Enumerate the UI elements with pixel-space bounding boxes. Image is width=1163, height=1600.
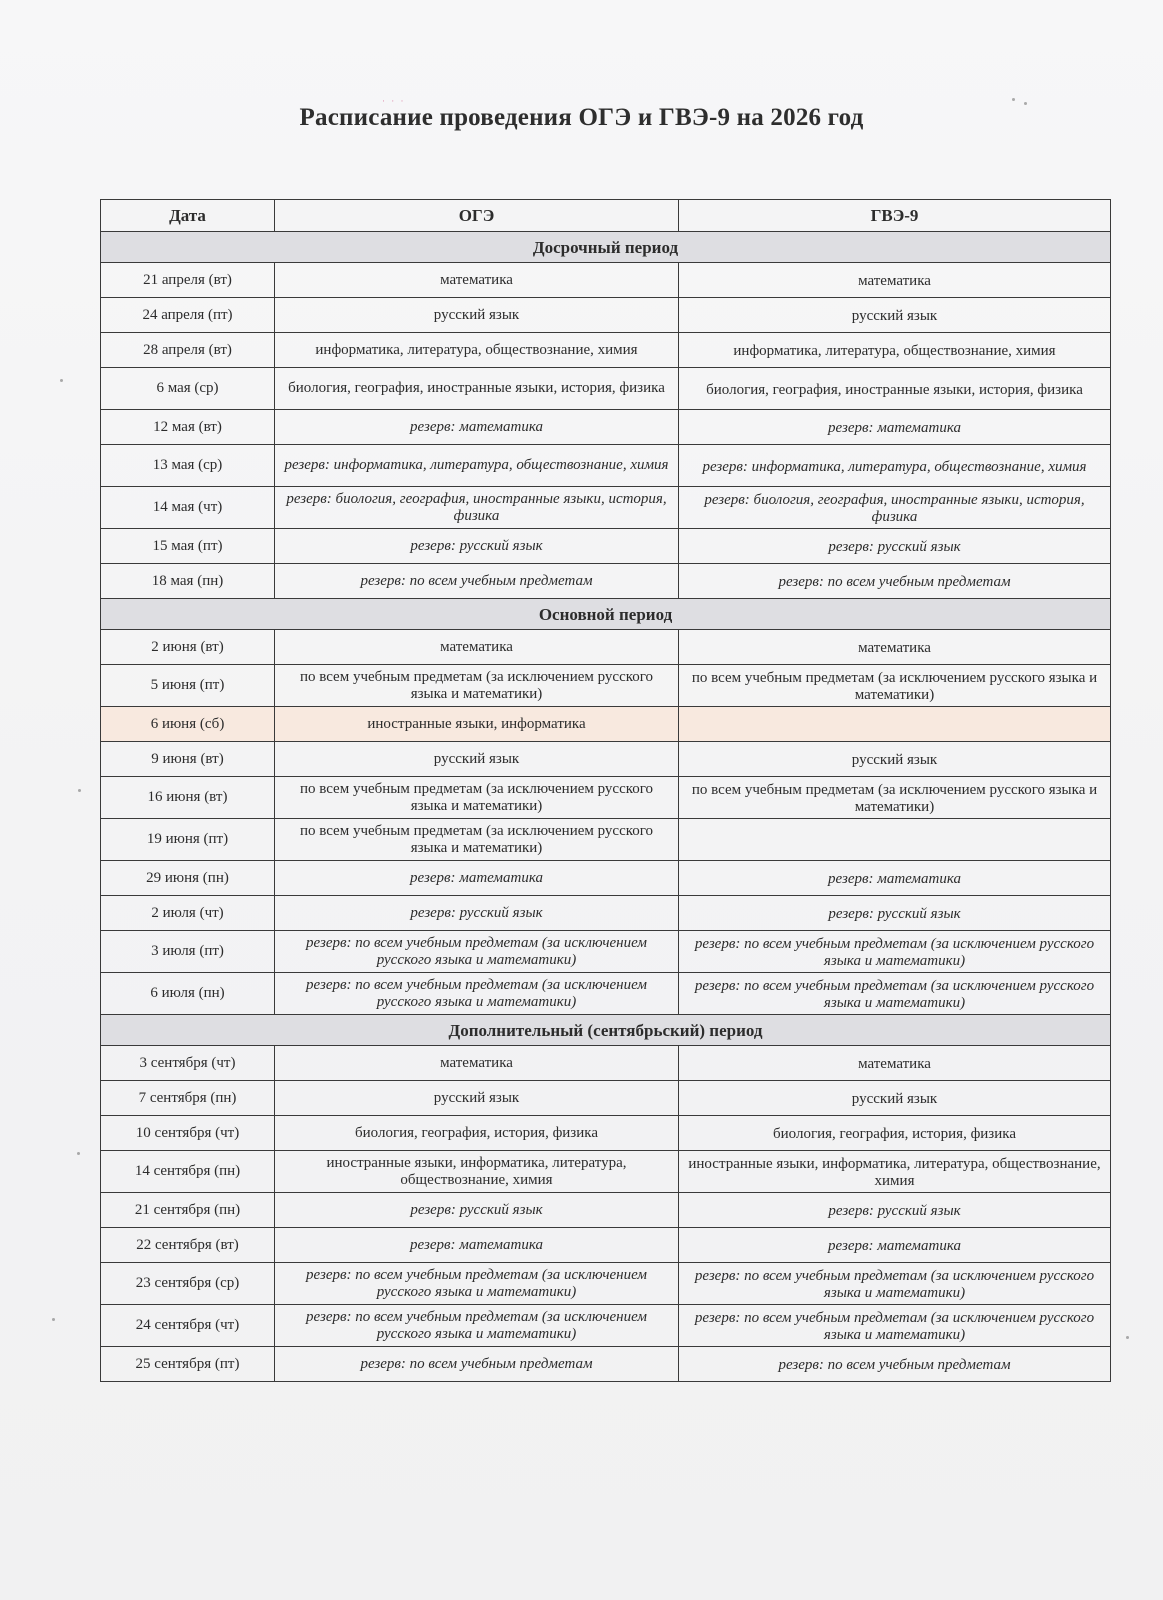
table-row <box>101 298 1111 333</box>
gve-cell: резерв: русский язык <box>679 1193 1111 1228</box>
ink-mark: · · · <box>382 96 406 106</box>
gve-cell: иностранные языки, информатика, литература, обществознание, химия <box>679 1151 1111 1193</box>
gve-cell: русский язык <box>679 1081 1111 1116</box>
table-row <box>101 861 1111 896</box>
table-row <box>101 1081 1111 1116</box>
oge-cell: резерв: по всем учебным предметам (за исключением русского языка и математики) <box>275 1263 679 1305</box>
date-cell: 24 сентября (чт) <box>101 1305 275 1347</box>
oge-cell: биология, география, иностранные языки, история, физика <box>275 368 679 410</box>
gve-cell: математика <box>679 1046 1111 1081</box>
oge-cell: резерв: математика <box>275 1228 679 1263</box>
date-cell: 24 апреля (пт) <box>101 298 275 333</box>
date-cell: 28 апреля (вт) <box>101 333 275 368</box>
gve-cell: резерв: математика <box>679 861 1111 896</box>
gve-cell: резерв: по всем учебным предметам (за исключением русского языка и математики) <box>679 931 1111 973</box>
date-cell: 12 мая (вт) <box>101 410 275 445</box>
table-row <box>101 777 1111 819</box>
table-row <box>101 1263 1111 1305</box>
scan-speck <box>1126 1336 1129 1339</box>
oge-cell: русский язык <box>275 298 679 333</box>
table-row <box>101 931 1111 973</box>
scan-speck <box>52 1318 55 1321</box>
oge-cell: резерв: по всем учебным предметам (за исключением русского языка и математики) <box>275 931 679 973</box>
gve-cell: резерв: по всем учебным предметам (за исключением русского языка и математики) <box>679 973 1111 1015</box>
oge-cell: по всем учебным предметам (за исключением русского языка и математики) <box>275 665 679 707</box>
date-cell: 19 июня (пт) <box>101 819 275 861</box>
oge-cell: резерв: биология, география, иностранные языки, история, физика <box>275 487 679 529</box>
table-row <box>101 1151 1111 1193</box>
section-header-row <box>101 232 1111 263</box>
table-row <box>101 263 1111 298</box>
date-cell: 21 сентября (пн) <box>101 1193 275 1228</box>
date-cell: 23 сентября (ср) <box>101 1263 275 1305</box>
table-row <box>101 630 1111 665</box>
oge-cell: резерв: информатика, литература, обществознание, химия <box>275 445 679 487</box>
date-cell: 14 мая (чт) <box>101 487 275 529</box>
gve-cell: информатика, литература, обществознание, химия <box>679 333 1111 368</box>
table-header-row <box>101 200 1111 232</box>
gve-cell: математика <box>679 263 1111 298</box>
oge-cell: биология, география, история, физика <box>275 1116 679 1151</box>
date-cell: 5 июня (пт) <box>101 665 275 707</box>
date-cell: 7 сентября (пн) <box>101 1081 275 1116</box>
table-row <box>101 445 1111 487</box>
oge-cell: резерв: по всем учебным предметам <box>275 1347 679 1382</box>
date-cell: 2 июня (вт) <box>101 630 275 665</box>
gve-cell: по всем учебным предметам (за исключением русского языка и математики) <box>679 665 1111 707</box>
gve-cell: русский язык <box>679 298 1111 333</box>
oge-cell: по всем учебным предметам (за исключением русского языка и математики) <box>275 819 679 861</box>
section-title: Досрочный период <box>101 232 1111 263</box>
date-cell: 13 мая (ср) <box>101 445 275 487</box>
gve-cell: математика <box>679 630 1111 665</box>
oge-cell: информатика, литература, обществознание, химия <box>275 333 679 368</box>
date-cell: 16 июня (вт) <box>101 777 275 819</box>
section-title: Основной период <box>101 599 1111 630</box>
table-row <box>101 1046 1111 1081</box>
table-row <box>101 410 1111 445</box>
oge-cell: математика <box>275 1046 679 1081</box>
date-cell: 6 июля (пн) <box>101 973 275 1015</box>
date-cell: 29 июня (пн) <box>101 861 275 896</box>
gve-cell: резерв: биология, география, иностранные языки, история, физика <box>679 487 1111 529</box>
table-row <box>101 1116 1111 1151</box>
gve-cell: резерв: русский язык <box>679 896 1111 931</box>
table-row <box>101 1305 1111 1347</box>
table-row <box>101 564 1111 599</box>
date-cell: 3 сентября (чт) <box>101 1046 275 1081</box>
scan-speck <box>78 789 81 792</box>
oge-cell: резерв: по всем учебным предметам (за исключением русского языка и математики) <box>275 973 679 1015</box>
table-row <box>101 742 1111 777</box>
table-row <box>101 487 1111 529</box>
gve-cell: резерв: математика <box>679 410 1111 445</box>
gve-cell <box>679 707 1111 742</box>
gve-cell <box>679 819 1111 861</box>
table-row <box>101 707 1111 742</box>
gve-cell: русский язык <box>679 742 1111 777</box>
scan-speck <box>77 1152 80 1155</box>
oge-cell: по всем учебным предметам (за исключением русского языка и математики) <box>275 777 679 819</box>
table-row <box>101 819 1111 861</box>
table-row <box>101 368 1111 410</box>
gve-cell: резерв: по всем учебным предметам <box>679 1347 1111 1382</box>
oge-cell: резерв: по всем учебным предметам <box>275 564 679 599</box>
oge-cell: резерв: русский язык <box>275 896 679 931</box>
oge-cell: математика <box>275 630 679 665</box>
oge-cell: иностранные языки, информатика <box>275 707 679 742</box>
exam-schedule-table <box>100 199 1111 1382</box>
table-row <box>101 1347 1111 1382</box>
table-row <box>101 333 1111 368</box>
oge-cell: резерв: математика <box>275 410 679 445</box>
date-cell: 10 сентября (чт) <box>101 1116 275 1151</box>
section-title: Дополнительный (сентябрьский) период <box>101 1015 1111 1046</box>
oge-cell: иностранные языки, информатика, литература, обществознание, химия <box>275 1151 679 1193</box>
date-cell: 2 июля (чт) <box>101 896 275 931</box>
oge-cell: математика <box>275 263 679 298</box>
date-cell: 6 июня (сб) <box>101 707 275 742</box>
oge-cell: резерв: по всем учебным предметам (за исключением русского языка и математики) <box>275 1305 679 1347</box>
header-oge: ОГЭ <box>275 200 679 232</box>
gve-cell: биология, география, иностранные языки, история, физика <box>679 368 1111 410</box>
gve-cell: резерв: по всем учебным предметам <box>679 564 1111 599</box>
gve-cell: биология, география, история, физика <box>679 1116 1111 1151</box>
gve-cell: резерв: математика <box>679 1228 1111 1263</box>
date-cell: 25 сентября (пт) <box>101 1347 275 1382</box>
section-header-row <box>101 1015 1111 1046</box>
table-row <box>101 529 1111 564</box>
table-row <box>101 1193 1111 1228</box>
date-cell: 9 июня (вт) <box>101 742 275 777</box>
date-cell: 22 сентября (вт) <box>101 1228 275 1263</box>
table-row <box>101 973 1111 1015</box>
oge-cell: русский язык <box>275 742 679 777</box>
table-body <box>101 232 1111 1382</box>
page-title: Расписание проведения ОГЭ и ГВЭ-9 на 2026 год <box>299 104 864 131</box>
gve-cell: по всем учебным предметам (за исключением русского языка и математики) <box>679 777 1111 819</box>
gve-cell: резерв: русский язык <box>679 529 1111 564</box>
date-cell: 18 мая (пн) <box>101 564 275 599</box>
header-gve: ГВЭ-9 <box>679 200 1111 232</box>
table-row <box>101 896 1111 931</box>
oge-cell: резерв: математика <box>275 861 679 896</box>
table-row <box>101 1228 1111 1263</box>
oge-cell: русский язык <box>275 1081 679 1116</box>
date-cell: 6 мая (ср) <box>101 368 275 410</box>
gve-cell: резерв: по всем учебным предметам (за исключением русского языка и математики) <box>679 1305 1111 1347</box>
scan-speck <box>60 379 63 382</box>
date-cell: 15 мая (пт) <box>101 529 275 564</box>
date-cell: 21 апреля (вт) <box>101 263 275 298</box>
table-row <box>101 665 1111 707</box>
date-cell: 14 сентября (пн) <box>101 1151 275 1193</box>
gve-cell: резерв: информатика, литература, обществознание, химия <box>679 445 1111 487</box>
gve-cell: резерв: по всем учебным предметам (за исключением русского языка и математики) <box>679 1263 1111 1305</box>
section-header-row <box>101 599 1111 630</box>
date-cell: 3 июля (пт) <box>101 931 275 973</box>
header-date: Дата <box>101 200 275 232</box>
oge-cell: резерв: русский язык <box>275 1193 679 1228</box>
oge-cell: резерв: русский язык <box>275 529 679 564</box>
scan-speck <box>1012 98 1015 101</box>
